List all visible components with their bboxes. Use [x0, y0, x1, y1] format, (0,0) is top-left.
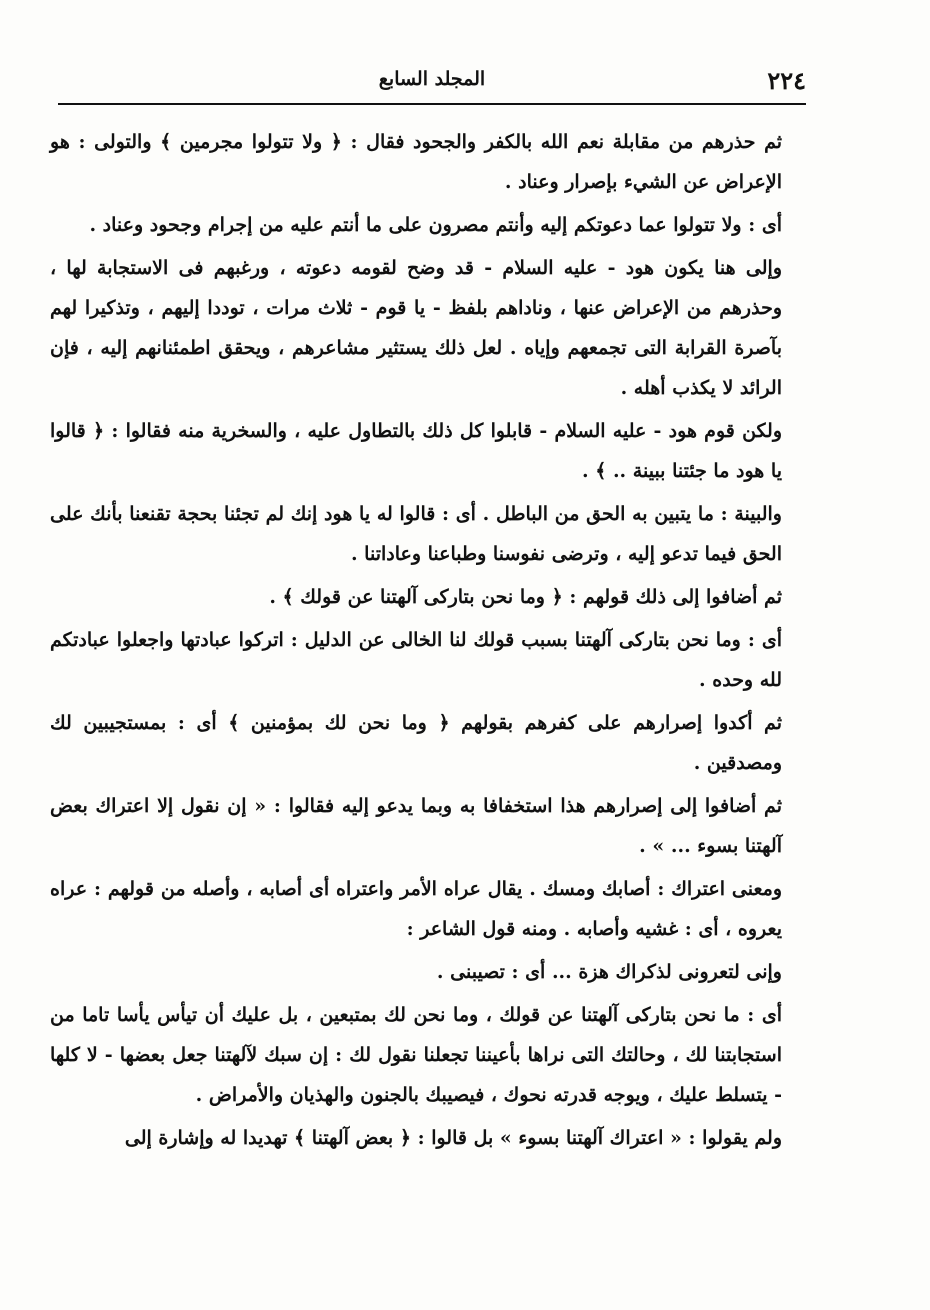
paragraph-8: ثم أكدوا إصرارهم على كفرهم بقولهم ﴿ وما نحن لك بمؤمنين ﴾ أى : بمستجيبين لك ومصدقين .: [50, 712, 782, 774]
verse-line: وإنى لتعرونى لذكراك هزة ... أى : تصيبنى .: [436, 961, 782, 983]
paragraph-3: وإلى هنا يكون هود - عليه السلام - قد وضح لقومه دعوته ، ورغبهم فى الاستجابة لها ، وحذرهم من الإعراض عنها ، وناداهم بلفظ - يا قوم - ثلاث مرات ، توددا إليهم ، وتذكيرا لهم بآصرة القرابة التى تجمعهم وإياه . لعل ذلك يستثير مشاعرهم ، ويحقق اطمئنانهم إليه ، فإن الرائد لا يكذب أهله .: [50, 257, 782, 399]
paragraph-10: ومعنى اعتراك : أصابك ومسك . يقال عراه الأمر واعتراه أى أصابه ، وأصله من قولهم : عراه يعروه ، أى : غشيه وأصابه . ومنه قول الشاعر :: [50, 878, 782, 940]
paragraph-12: أى : ما نحن بتاركى آلهتنا عن قولك ، وما نحن لك بمتبعين ، بل عليك أن تيأس يأسا تاما من استجابتنا لك ، وحالتك التى نراها بأعيننا تجعلنا نقول لك : إن سبك لآلهتنا جعل بعضها - لا كلها - يتسلط عليك ، ويوجه قدرته نحوك ، فيصيبك بالجنون والهذيان والأمراض .: [50, 1004, 782, 1106]
paragraph-5: والبينة : ما يتبين به الحق من الباطل . أى : قالوا له يا هود إنك لم تجئنا بحجة تقنعنا بأنك على الحق فيما تدعو إليه ، وترضى نفوسنا وطباعنا وعاداتنا .: [50, 503, 782, 565]
paragraph-2: أى : ولا تتولوا عما دعوتكم إليه وأنتم مصرون على ما أنتم عليه من إجرام وجحود وعناد .: [89, 214, 782, 236]
header-divider: [58, 103, 806, 105]
body-text: [50, 122, 808, 1161]
paragraph-1: ثم حذرهم من مقابلة نعم الله بالكفر والجحود فقال : ﴿ ولا تتولوا مجرمين ﴾ والتولى : هو الإعراض عن الشيء بإصرار وعناد .: [50, 131, 782, 193]
volume-title: المجلد السابع: [378, 68, 486, 90]
paragraph-13: ولم يقولوا : « اعتراك آلهتنا بسوء » بل قالوا : ﴿ بعض آلهتنا ﴾ تهديدا له وإشارة إلى: [124, 1127, 782, 1149]
paragraph-6: ثم أضافوا إلى ذلك قولهم : ﴿ وما نحن بتاركى آلهتنا عن قولك ﴾ .: [269, 586, 782, 608]
page-header: [58, 58, 806, 102]
paragraph-9: ثم أضافوا إلى إصرارهم هذا استخفافا به وبما يدعو إليه فقالوا : « إن نقول إلا اعتراك بعض آلهتنا بسوء ... » .: [50, 795, 782, 857]
paragraph-4: ولكن قوم هود - عليه السلام - قابلوا كل ذلك بالتطاول عليه ، والسخرية منه فقالوا : ﴿ قالوا يا هود ما جئتنا ببينة .. ﴾ .: [50, 420, 782, 482]
page-number: ٢٢٤: [767, 66, 806, 95]
paragraph-7: أى : وما نحن بتاركى آلهتنا بسبب قولك لنا الخالى عن الدليل : اتركوا عبادتها واجعلوا عبادتكم لله وحده .: [50, 629, 782, 691]
